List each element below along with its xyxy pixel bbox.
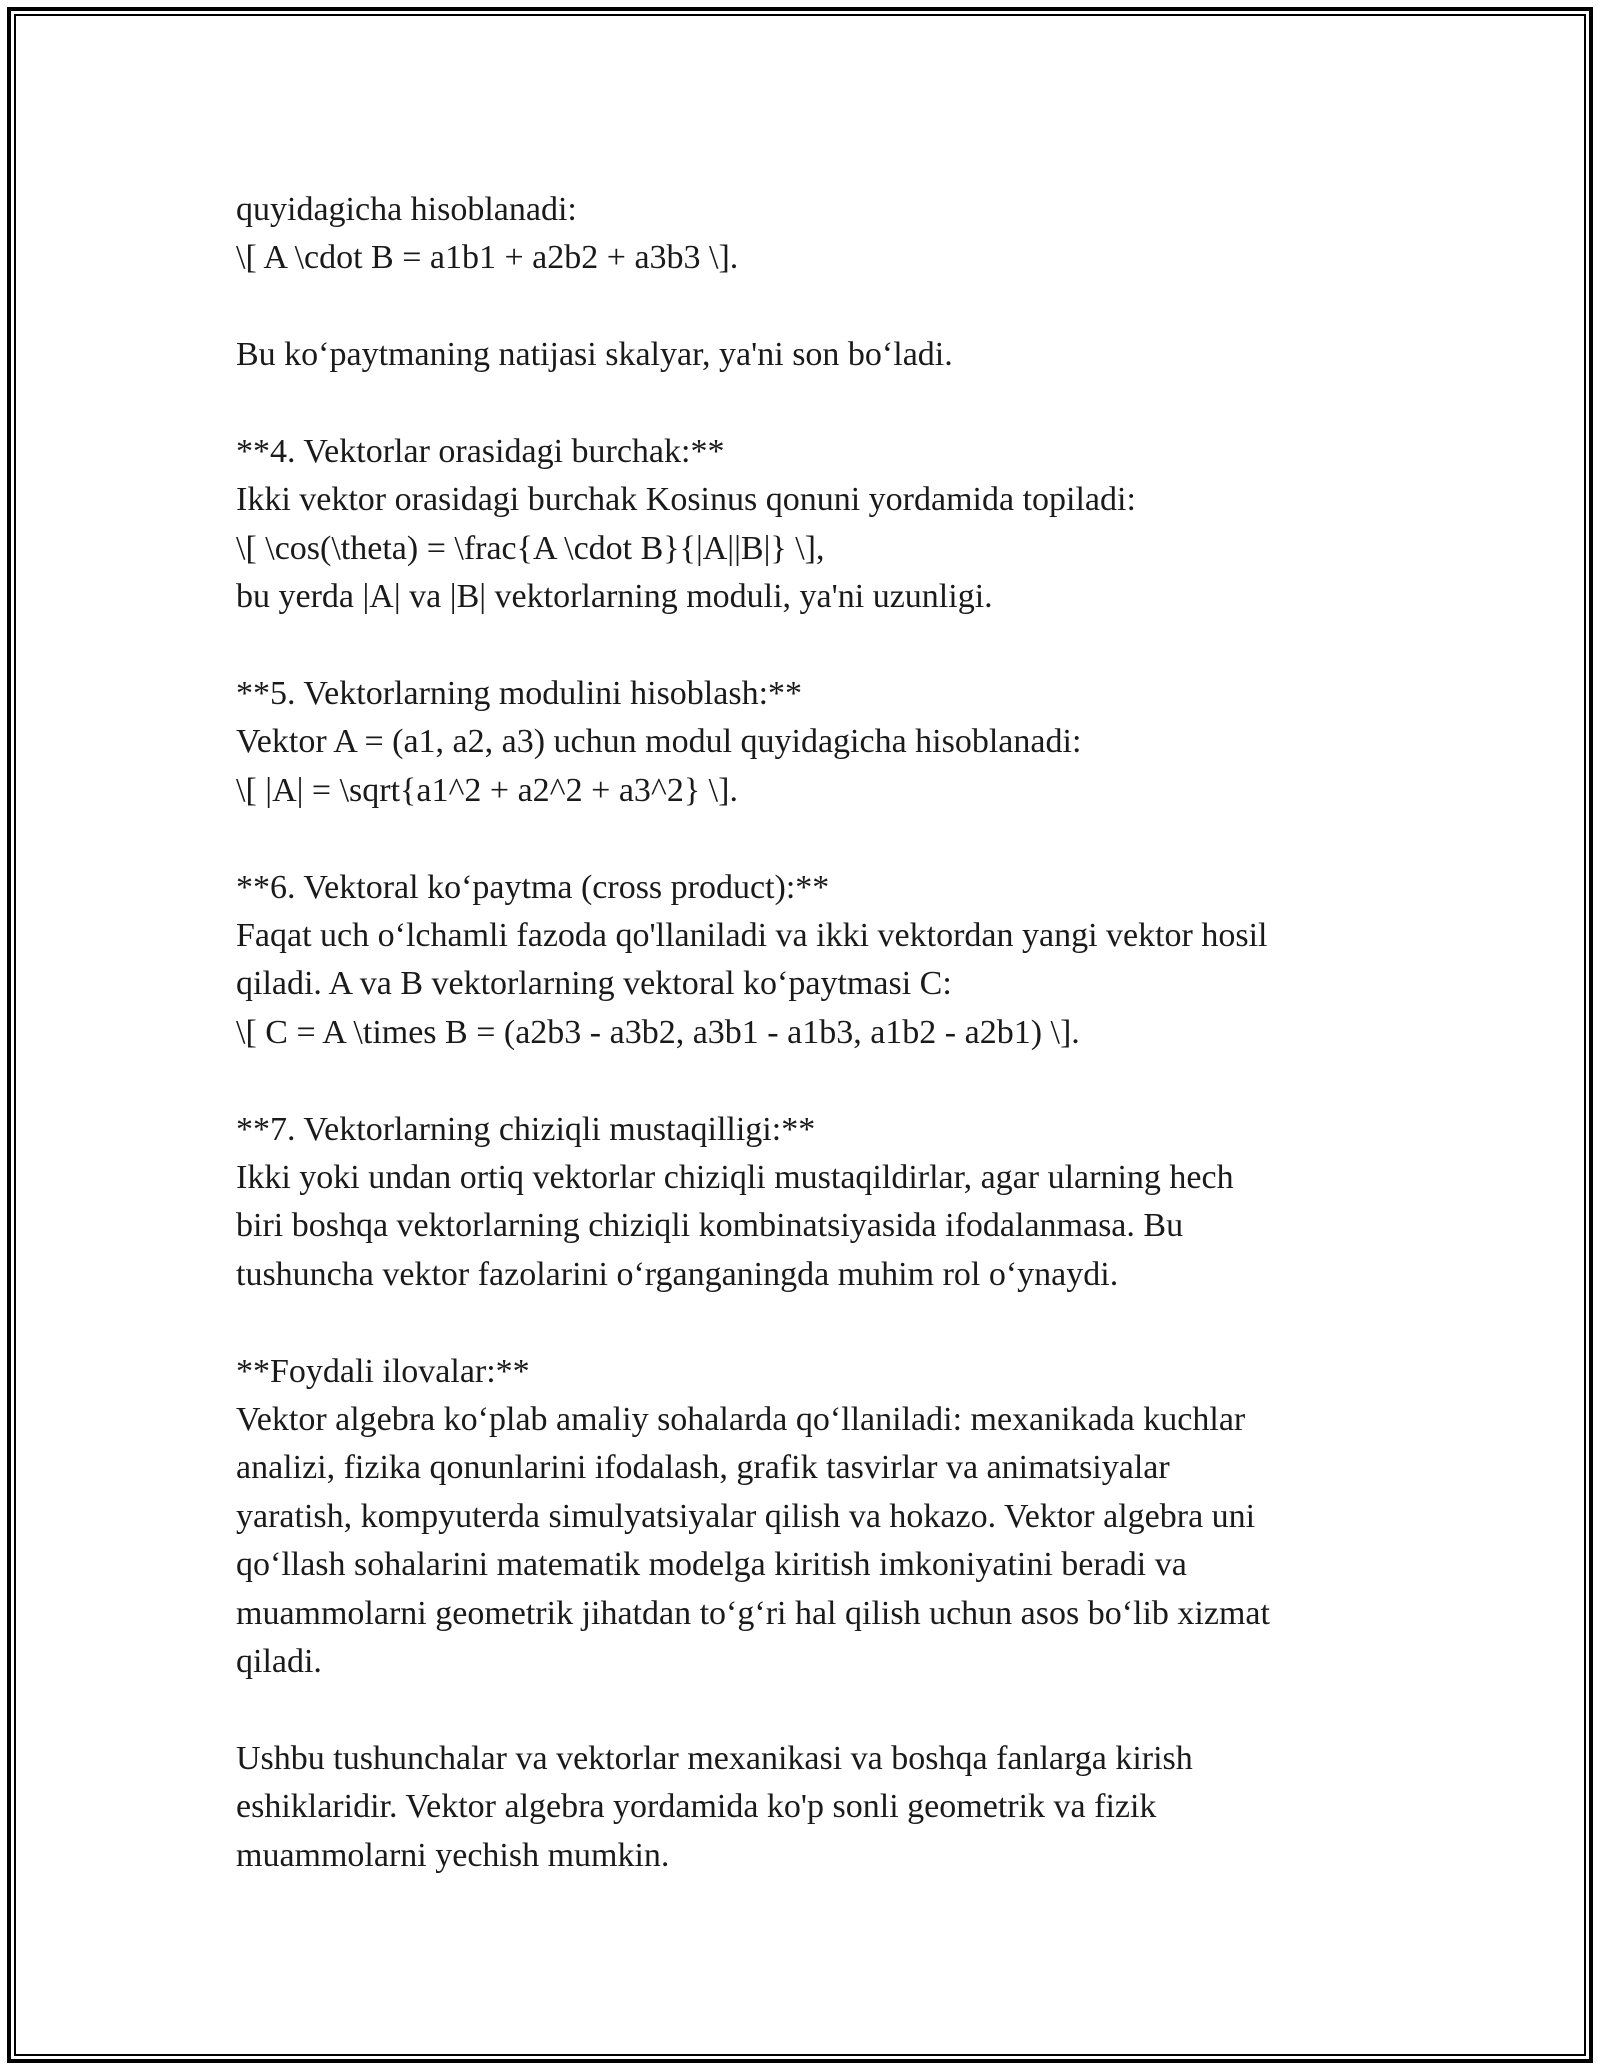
applications-line: yaratish, kompyuterda simulyatsiyalar qilish va hokazo. Vektor algebra uni (236, 1497, 1256, 1535)
scalar-note: Bu ko‘paytmaning natijasi skalyar, ya'ni son bo‘ladi. (236, 336, 953, 374)
paragraph-gap (236, 622, 1366, 670)
section-7-line: tushuncha vektor fazolarini o‘rganganingda muhim rol o‘ynaydi. (236, 1255, 1119, 1293)
applications-line: Vektor algebra ko‘plab amaliy sohalarda qo‘llaniladi: mexanikada kuchlar (236, 1401, 1246, 1439)
section-4-line: Ikki vektor orasidagi burchak Kosinus qonuni yordamida topiladi: (236, 481, 1136, 519)
section-7-line: Ikki yoki undan ortiq vektorlar chiziqli mustaqildirlar, agar ularning hech (236, 1159, 1234, 1197)
section-6-line: qiladi. A va B vektorlarning vektoral ko‘paytmasi C: (236, 965, 952, 1003)
section-6-line: Faqat uch o‘lchamli fazoda qo'llaniladi va ikki vektordan yangi vektor hosil (236, 917, 1268, 955)
section-5-heading: **5. Vektorlarning modulini hisoblash:** (236, 675, 803, 713)
conclusion-line: muammolarni yechish mumkin. (236, 1836, 670, 1874)
section-6-heading: **6. Vektoral ko‘paytma (cross product):** (236, 868, 830, 906)
applications-line: qo‘llash sohalarini matematik modelga kiritish imkoniyatini beradi va (236, 1546, 1187, 1584)
conclusion-line: Ushbu tushunchalar va vektorlar mexanikasi va boshqa fanlarga kirish (236, 1739, 1193, 1777)
paragraph-gap (236, 380, 1366, 428)
dot-product-formula: \[ A \cdot B = a1b1 + a2b2 + a3b3 \]. (236, 239, 739, 277)
paragraph-gap (236, 1687, 1366, 1735)
cross-product-formula: \[ C = A \times B = (a2b3 - a3b2, a3b1 - a1b3, a1b2 - a2b1) \]. (236, 1013, 1080, 1051)
section-7-heading: **7. Vektorlarning chiziqli mustaqilligi:** (236, 1110, 816, 1148)
applications-line: qiladi. (236, 1643, 322, 1681)
paragraph-gap (236, 815, 1366, 863)
applications-line: analizi, fizika qonunlarini ifodalash, grafik tasvirlar va animatsiyalar (236, 1449, 1170, 1487)
section-4-heading: **4. Vektorlar orasidagi burchak:** (236, 433, 725, 470)
paragraph-gap (236, 1057, 1366, 1105)
intro-line: quyidagicha hisoblanadi: (236, 191, 577, 228)
applications-line: muammolarni geometrik jihatdan to‘g‘ri hal qilish uchun asos bo‘lib xizmat (236, 1594, 1270, 1632)
paragraph-gap (236, 1299, 1366, 1347)
section-5-line: Vektor A = (a1, a2, a3) uchun modul quyidagicha hisoblanadi: (236, 723, 1082, 761)
conclusion-line: eshiklaridir. Vektor algebra yordamida ko'p sonli geometrik va fizik (236, 1788, 1157, 1826)
section-7-line: biri boshqa vektorlarning chiziqli kombinatsiyasida ifodalanmasa. Bu (236, 1207, 1184, 1245)
paragraph-gap (236, 283, 1366, 331)
document-body (236, 186, 1366, 1880)
applications-heading: **Foydali ilovalar:** (236, 1352, 530, 1390)
cosine-formula: \[ \cos(\theta) = \frac{A \cdot B}{|A||B|} \], (236, 529, 825, 567)
section-4-line: bu yerda |A| va |B| vektorlarning moduli, ya'ni uzunligi. (236, 578, 993, 616)
modulus-formula: \[ |A| = \sqrt{a1^2 + a2^2 + a3^2} \]. (236, 771, 738, 809)
